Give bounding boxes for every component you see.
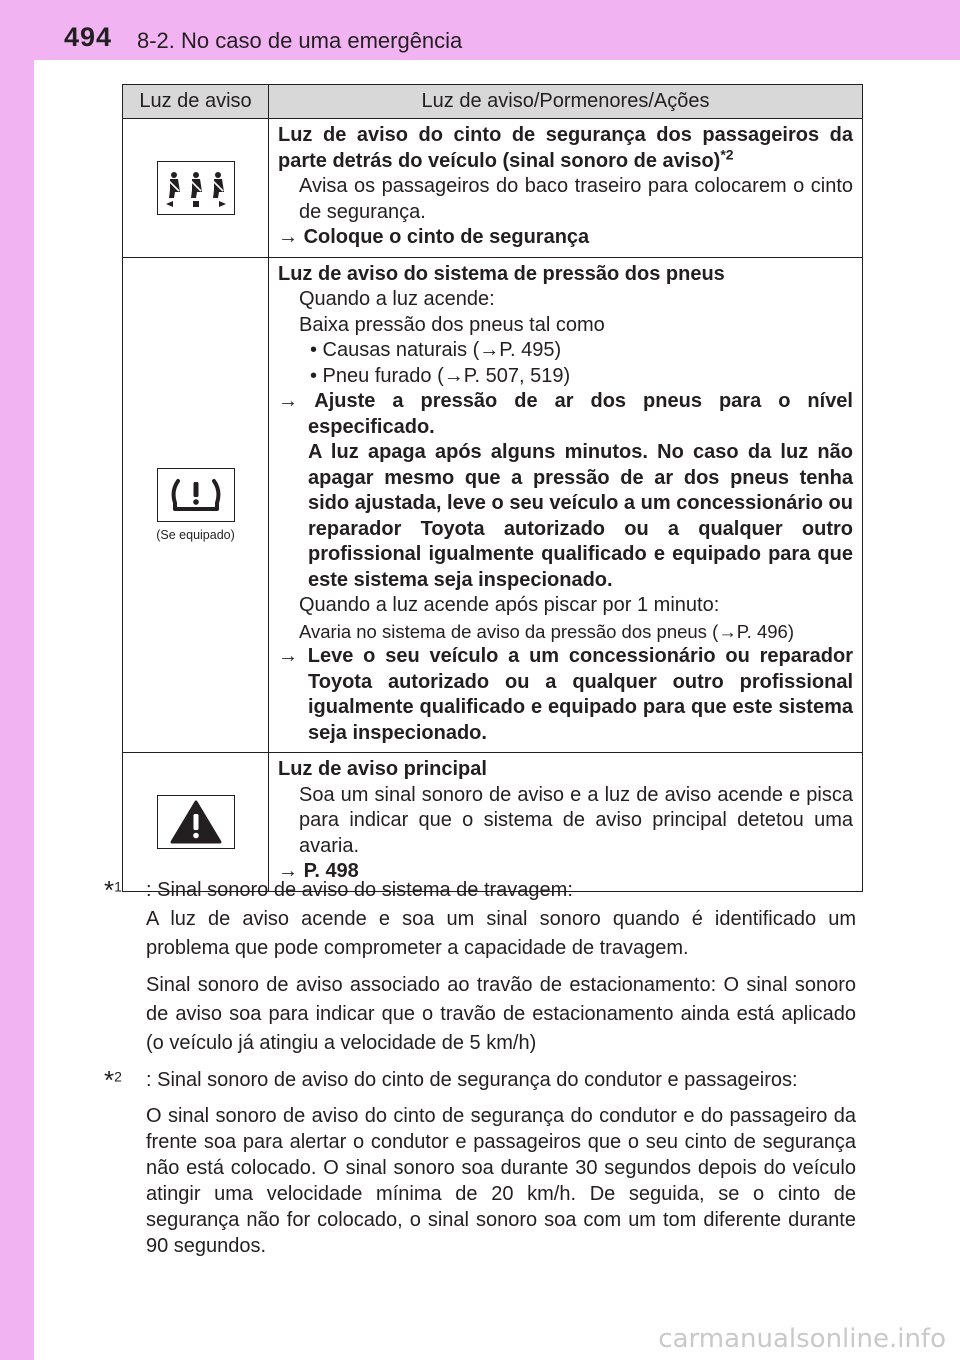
row-action: Ajuste a pressão de ar dos pneus para o nível especificado. xyxy=(308,390,853,438)
footnotes xyxy=(104,876,856,1259)
row-title: Luz de aviso do sistema de pressão dos pneus xyxy=(278,262,725,285)
icon-cell xyxy=(123,257,269,753)
footnote-star: * xyxy=(104,1065,115,1095)
details-cell xyxy=(269,257,863,753)
row-text: Avaria no sistema de aviso da pressão dos pneus (→P. 496) xyxy=(299,620,794,642)
row-title: Luz de aviso do cinto de segurança dos passageiros da parte detrás do veículo (sinal sonoro de aviso)$^{*2}$ xyxy=(278,124,853,172)
details-cell xyxy=(269,753,863,892)
footnote-1-paragraph: Sinal sonoro de aviso associado ao travão de estacionamento: O sinal sonoro de aviso soa para indicar que o travão de estacionamento ainda está aplicado (o veículo já atingiu a velocidade de 5 km/h) xyxy=(146,974,856,1054)
row-action: Coloque o cinto de segurança xyxy=(303,226,590,248)
footnote-star: * xyxy=(104,875,115,905)
footnote-1-paragraph: A luz de aviso acende e soa um sinal sonoro quando é identificado um problema que pode comprometer a capacidade de travagem. xyxy=(146,908,856,959)
column-header-details: Luz de aviso/Pormenores/Ações xyxy=(269,85,863,119)
watermark: carmanualsonline.info xyxy=(658,1324,946,1354)
master-warning-icon xyxy=(157,795,235,849)
icon-cell xyxy=(123,753,269,892)
column-header-warning-light: Luz de aviso xyxy=(123,85,269,119)
row-text: Baixa pressão dos pneus tal como xyxy=(299,313,605,336)
row-action: Leve o seu veículo a um concessionário ou reparador Toyota autorizado ou a qualquer outro profissional igualmente qualificado e equipado para que este sistema seja inspecionado. xyxy=(307,645,853,744)
row-description: Avisa os passageiros do baco traseiro para colocarem o cinto de segurança. xyxy=(299,175,853,223)
row-title: Luz de aviso principal xyxy=(278,758,487,780)
list-item: • Pneu furado (→P. 507, 519) xyxy=(310,364,571,387)
sidebar-color-band xyxy=(0,0,34,1360)
footnote-2-paragraph: O sinal sonoro de aviso do cinto de segurança do condutor e do passageiro da frente soa para alertar o condutor e passageiros que o seu cinto de segurança não está colocado. O sinal sonoro soa durante 30 segundos depois do veículo atingir uma velocidade mínima de 20 km/h. De seguida, se o cinto de segurança não for colocado, o sinal sonoro soa com um tom diferente durante 90 segundos. xyxy=(146,1105,856,1257)
section-title: 8-2. No caso de uma emergência xyxy=(137,28,463,53)
icon-caption: (Se equipado) xyxy=(156,527,235,542)
footnote-2-heading: *$^2$ : Sinal sonoro de aviso do cinto de segurança do condutor e passageiros: xyxy=(104,1065,798,1095)
arrow-icon: → xyxy=(278,390,298,412)
footnote-number: 1 xyxy=(114,878,122,895)
icon-cell xyxy=(123,119,269,258)
arrow-icon: → xyxy=(278,226,298,248)
rear-seatbelt-reminder-icon xyxy=(157,161,235,215)
footnote-1-heading: *$^1$ : Sinal sonoro de aviso do sistema de travagem: xyxy=(104,875,573,905)
tire-pressure-warning-icon xyxy=(157,468,235,522)
list-item: • Causas naturais (→P. 495) xyxy=(310,339,562,361)
row-action: P. 498 xyxy=(303,860,359,882)
table-row xyxy=(123,257,863,753)
footnote-number: 2 xyxy=(114,1068,122,1085)
table-header-row xyxy=(123,85,863,119)
row-description: Soa um sinal sonoro de aviso e a luz de aviso acende e pisca para indicar que o sistema de aviso principal detetou uma avaria. xyxy=(299,783,853,857)
details-cell xyxy=(269,119,863,258)
arrow-icon: → xyxy=(278,860,298,882)
row-text: Quando a luz acende após piscar por 1 minuto: xyxy=(299,594,720,616)
page-number: 494 xyxy=(64,22,113,52)
warning-lights-table xyxy=(122,84,863,892)
row-action-detail: A luz apaga após alguns minutos. No caso da luz não apagar mesmo que a pressão de ar dos pneus tenha sido ajustada, leve o seu veículo a um concessionário ou reparador Toyota autorizado ou a qualquer outro profissional igualmente qualificado e equipado para que este sistema seja inspecionado. xyxy=(308,441,853,591)
arrow-icon: → xyxy=(278,645,298,667)
row-text: Quando a luz acende: xyxy=(299,288,495,310)
table-row xyxy=(123,119,863,258)
table-row xyxy=(123,753,863,892)
